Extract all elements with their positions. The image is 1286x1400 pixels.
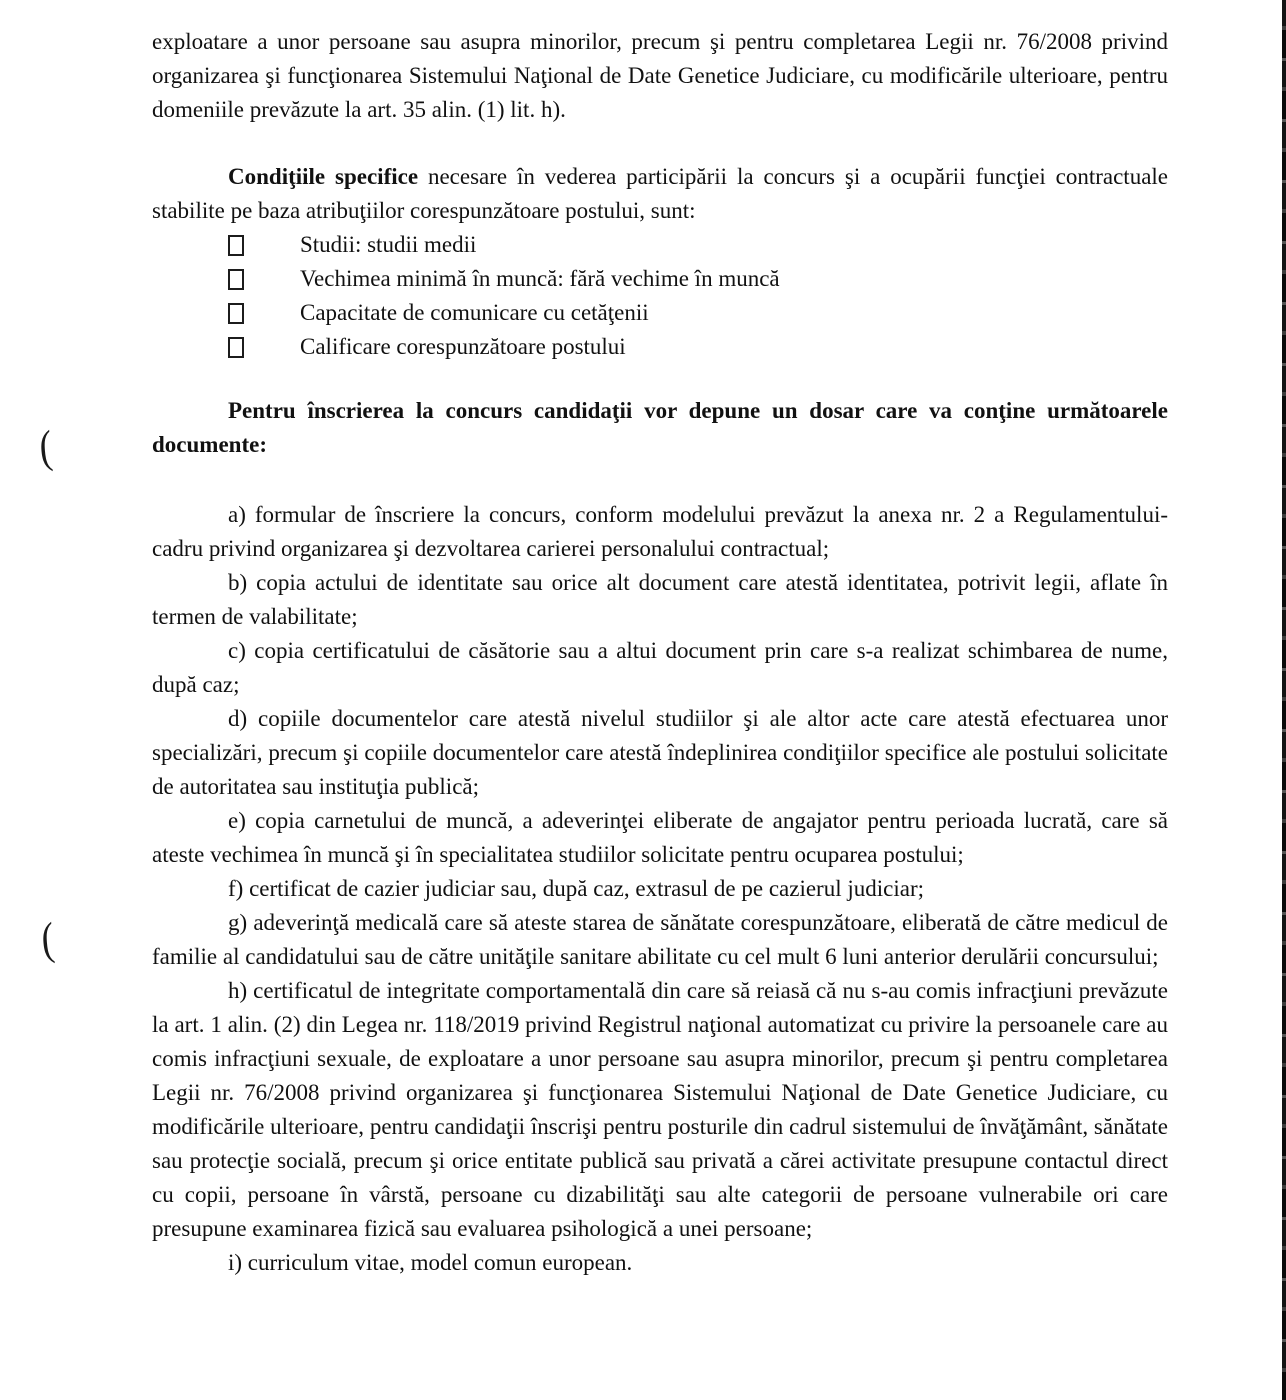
documents-list	[152, 498, 1168, 1280]
list-item	[152, 228, 1168, 262]
list-item	[152, 330, 1168, 364]
document-item-h: h) certificatul de integritate comportamentală din care să reiasă că nu s-au comis infracţiuni prevăzute la art. 1 alin. (2) din Legea nr. 118/2019 privind Registrul naţional automatizat cu privire la persoanele care au comis infracţiuni sexuale, de exploatare a unor persoane sau asupra minorilor, precum şi pentru completarea Legii nr. 76/2008 privind organizarea şi funcţionarea Sistemului Naţional de Date Genetice Judiciare, cu modificările ulterioare, pentru candidaţii înscrişi pentru posturile din cadrul sistemului de învăţământ, sănătate sau protecţie socială, precum şi orice entitate publică sau privată a cărei activitate presupune contactul direct cu copii, persoane în vârstă, persoane cu dizabilităţi sau alte categorii de persoane vulnerabile ori care presupune examinarea fizică sau evaluarea psihologică a unei persoane;	[152, 978, 1168, 1241]
document-item-a: a) formular de înscriere la concurs, conform modelului prevăzut la anexa nr. 2 a Regulamentului-cadru privind organizarea şi dezvoltarea carierei personalului contractual;	[152, 502, 1168, 561]
intro-paragraph: exploatare a unor persoane sau asupra minorilor, precum şi pentru completarea Legii nr. 76/2008 privind organizarea şi funcţionarea Sistemului Naţional de Date Genetice Judiciare, cu modificările ulterioare, pentru domeniile prevăzute la art. 35 alin. (1) lit. h).	[152, 29, 1168, 122]
handwritten-paren-mark: (	[37, 420, 54, 473]
document-item-i: i) curriculum vitae, model comun european.	[228, 1250, 633, 1275]
specific-conditions-rest: necesare în vederea participării la concurs şi a ocupării funcţiei contractuale stabilite pe baza atribuţiilor corespunzătoare postului, sunt:	[152, 164, 1168, 223]
handwritten-paren-mark: (	[39, 912, 56, 965]
list-item-label: Calificare corespunzătoare postului	[300, 334, 626, 359]
list-item-label: Capacitate de comunicare cu cetăţenii	[300, 300, 649, 325]
document-item-b: b) copia actului de identitate sau orice alt document care atestă identitatea, potrivit legii, aflate în termen de valabilitate;	[152, 570, 1168, 629]
list-item	[152, 262, 1168, 296]
square-bullet-icon	[228, 303, 244, 324]
list-item-label: Vechimea minimă în muncă: fără vechime în muncă	[300, 266, 780, 291]
conditions-list	[152, 228, 1168, 364]
enrollment-heading: Pentru înscrierea la concurs candidaţii vor depune un dosar care va conţine următoarele documente:	[152, 398, 1168, 457]
scanner-edge-artifact	[1282, 0, 1286, 1400]
document-item-e: e) copia carnetului de muncă, a adeverinţei eliberate de angajator pentru perioada lucrată, care să ateste vechimea în muncă şi în specialitatea studiilor solicitate pentru ocuparea postului;	[152, 808, 1168, 867]
document-item-d: d) copiile documentelor care atestă nivelul studiilor şi ale altor acte care atestă efectuarea unor specializări, precum şi copiile documentelor care atestă îndeplinirea condiţiilor specifice ale postului solicitate de autoritatea sau instituţia publică;	[152, 706, 1168, 799]
document-item-c: c) copia certificatului de căsătorie sau a altui document prin care s-a realizat schimbarea de nume, după caz;	[152, 638, 1168, 697]
square-bullet-icon	[228, 269, 244, 290]
square-bullet-icon	[228, 235, 244, 256]
document-item-g: g) adeverinţă medicală care să ateste starea de sănătate corespunzătoare, eliberată de către medicul de familie al candidatului sau de către unităţile sanitare abilitate cu cel mult 6 luni anterior derulării concursului;	[152, 910, 1168, 969]
square-bullet-icon	[228, 337, 244, 358]
specific-conditions-paragraph	[152, 160, 1168, 228]
list-item	[152, 296, 1168, 330]
document-page	[152, 25, 1168, 1280]
list-item-label: Studii: studii medii	[300, 232, 477, 257]
document-item-f: f) certificat de cazier judiciar sau, după caz, extrasul de pe cazierul judiciar;	[228, 876, 924, 901]
specific-conditions-lead: Condiţiile specifice	[228, 164, 419, 189]
